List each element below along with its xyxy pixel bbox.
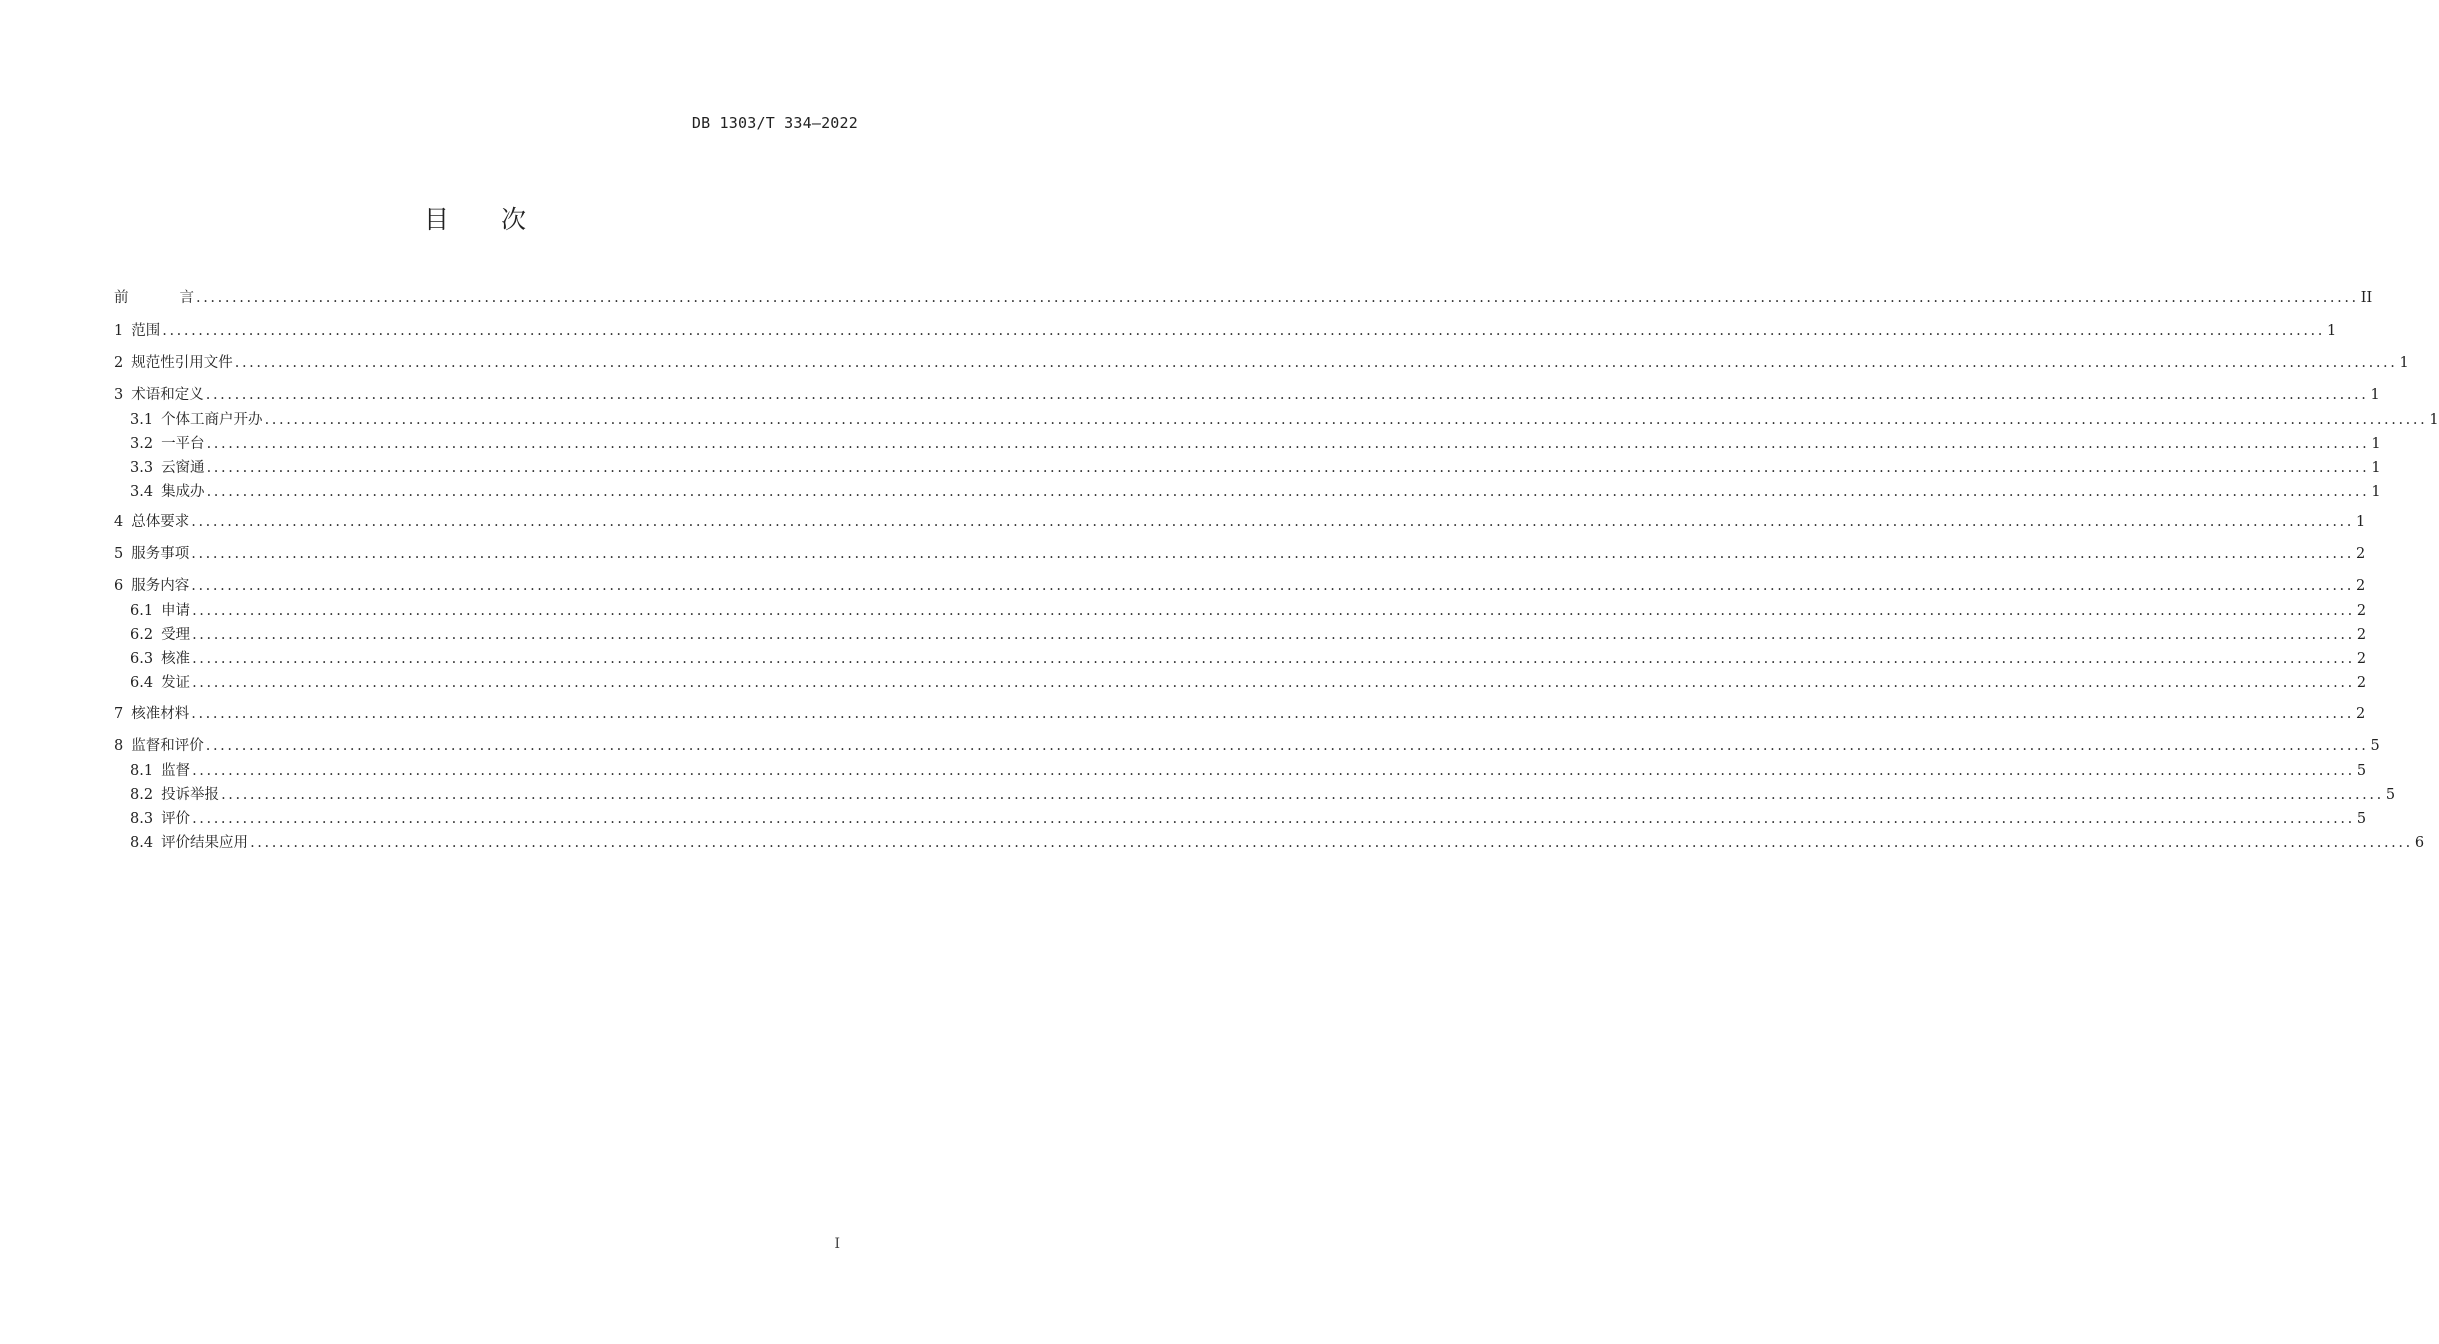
toc-subentry[interactable] [114,673,2367,693]
toc-page-number: 2 [2356,603,2367,619]
toc-label: 服务事项 [131,546,190,562]
toc-page-number: 2 [2355,578,2366,594]
toc-leader-dots: ............................................................................................................................................................................................................................................................................................................ [192,651,2355,667]
toc-page-number: 2 [2356,627,2367,643]
toc-number: 2 [114,355,124,371]
toc-label: 个体工商户开办 [161,412,263,428]
toc-number: 3.3 [130,460,154,476]
toc-subentry[interactable] [114,482,2381,502]
toc-number: 8.4 [130,835,154,851]
toc-entry[interactable] [114,736,2380,756]
toc-leader-dots: ............................................................................................................................................................................................................................................................................................................ [192,603,2355,619]
toc-page-number: 2 [2356,675,2367,691]
toc-subentry[interactable] [114,625,2367,645]
toc-number: 8.3 [130,811,154,827]
toc-page-number: 5 [2385,787,2396,803]
title-char-2: 次 [501,205,527,234]
toc-leader-dots: ............................................................................................................................................................................................................................................................................................................ [162,323,2325,339]
toc-page-number: 2 [2356,651,2367,667]
toc-label: 核准材料 [131,706,190,722]
toc-label: 一平台 [161,436,205,452]
toc-leader-dots: ............................................................................................................................................................................................................................................................................................................ [192,675,2355,691]
toc-leader-dots: ............................................................................................................................................................................................................................................................................................................ [221,787,2384,803]
toc-subentry[interactable] [114,809,2367,829]
toc-page-number: 1 [2371,436,2381,452]
toc-label: 发证 [161,675,191,691]
toc-page-number: 1 [2429,412,2439,428]
toc-number: 6.2 [130,627,154,643]
toc-number: 3 [114,387,124,403]
toc-number: 6.1 [130,603,154,619]
toc-page-number: 1 [2371,460,2381,476]
toc-entry-preface[interactable] [114,288,2373,308]
toc-label: 范围 [131,323,161,339]
toc-page-number: 5 [2370,738,2380,754]
toc-number: 3.4 [130,484,154,500]
toc-leader-dots: ............................................................................................................................................................................................................................................................................................................ [191,514,2354,530]
toc-number: 4 [114,514,124,530]
toc-subentry[interactable] [114,601,2367,621]
toc-page-number: II [2360,290,2373,306]
toc-number: 7 [114,706,124,722]
toc-page-number: 6 [2414,835,2425,851]
toc-label: 前 言 [114,290,194,306]
toc-subentry[interactable] [114,410,2439,430]
toc-page-number: 1 [2355,514,2366,530]
toc-leader-dots: ............................................................................................................................................................................................................................................................................................................ [192,627,2355,643]
toc-leader-dots: ............................................................................................................................................................................................................................................................................................................ [206,484,2370,500]
toc-page-number: 5 [2356,811,2367,827]
toc-leader-dots: ............................................................................................................................................................................................................................................................................................................ [192,811,2355,827]
toc-number: 8 [114,738,124,754]
toc-leader-dots: ............................................................................................................................................................................................................................................................................................................ [264,412,2428,428]
toc-leader-dots: ............................................................................................................................................................................................................................................................................................................ [206,436,2370,452]
toc-entry[interactable] [114,544,2366,564]
toc-label: 云窗通 [161,460,205,476]
toc-subentry[interactable] [114,761,2367,781]
title-char-1: 目 [423,205,449,234]
toc-label: 服务内容 [131,578,190,594]
toc-page-number: 1 [2370,387,2380,403]
toc-label: 总体要求 [131,514,190,530]
toc-label: 核准 [161,651,191,667]
toc-leader-dots: ............................................................................................................................................................................................................................................................................................................ [191,706,2354,722]
toc-page-number: 1 [2399,355,2409,371]
toc-number: 3.2 [130,436,154,452]
toc-page-number: 1 [2326,323,2337,339]
toc-leader-dots: ............................................................................................................................................................................................................................................................................................................ [250,835,2413,851]
toc-number: 6.4 [130,675,154,691]
toc-number: 8.2 [130,787,154,803]
toc-subentry[interactable] [114,785,2396,805]
toc-entry[interactable] [114,512,2366,532]
toc-label: 集成办 [161,484,205,500]
toc-leader-dots: ............................................................................................................................................................................................................................................................................................................ [196,290,2359,306]
toc-leader-dots: ............................................................................................................................................................................................................................................................................................................ [206,460,2370,476]
toc-leader-dots: ............................................................................................................................................................................................................................................................................................................ [205,738,2369,754]
toc-leader-dots: ............................................................................................................................................................................................................................................................................................................ [191,546,2354,562]
toc-number: 6 [114,578,124,594]
toc-entry[interactable] [114,321,2337,341]
toc-entry[interactable] [114,576,2366,596]
toc-label: 监督和评价 [131,738,204,754]
toc-page-number: 5 [2356,763,2367,779]
toc-entry[interactable] [114,385,2380,405]
footer-page-number: I [834,1236,840,1252]
toc-label: 监督 [161,763,191,779]
toc-subentry[interactable] [114,458,2381,478]
toc-label: 投诉举报 [161,787,220,803]
page-title [0,200,950,236]
toc-leader-dots: ............................................................................................................................................................................................................................................................................................................ [192,763,2355,779]
toc-entry[interactable] [114,704,2366,724]
toc-number: 6.3 [130,651,154,667]
toc-number: 8.1 [130,763,154,779]
toc-label: 申请 [161,603,191,619]
toc-number: 3.1 [130,412,154,428]
toc-label: 受理 [161,627,191,643]
toc-number: 5 [114,546,124,562]
toc-page-number: 1 [2371,484,2381,500]
toc-leader-dots: ............................................................................................................................................................................................................................................................................................................ [205,387,2369,403]
toc-label: 评价 [161,811,191,827]
toc-page-number: 2 [2355,546,2366,562]
toc-number: 1 [114,323,124,339]
toc-leader-dots: ............................................................................................................................................................................................................................................................................................................ [234,355,2398,371]
toc-entry[interactable] [114,353,2409,373]
toc-subentry[interactable] [114,649,2367,669]
toc-leader-dots: ............................................................................................................................................................................................................................................................................................................ [191,578,2354,594]
toc-subentry[interactable] [114,434,2381,454]
document-code: DB 1303/T 334—2022 [691,114,858,132]
toc-label: 规范性引用文件 [131,355,233,371]
toc-subentry[interactable] [114,833,2425,853]
toc-label: 术语和定义 [131,387,204,403]
toc-label: 评价结果应用 [161,835,249,851]
toc-page-number: 2 [2355,706,2366,722]
